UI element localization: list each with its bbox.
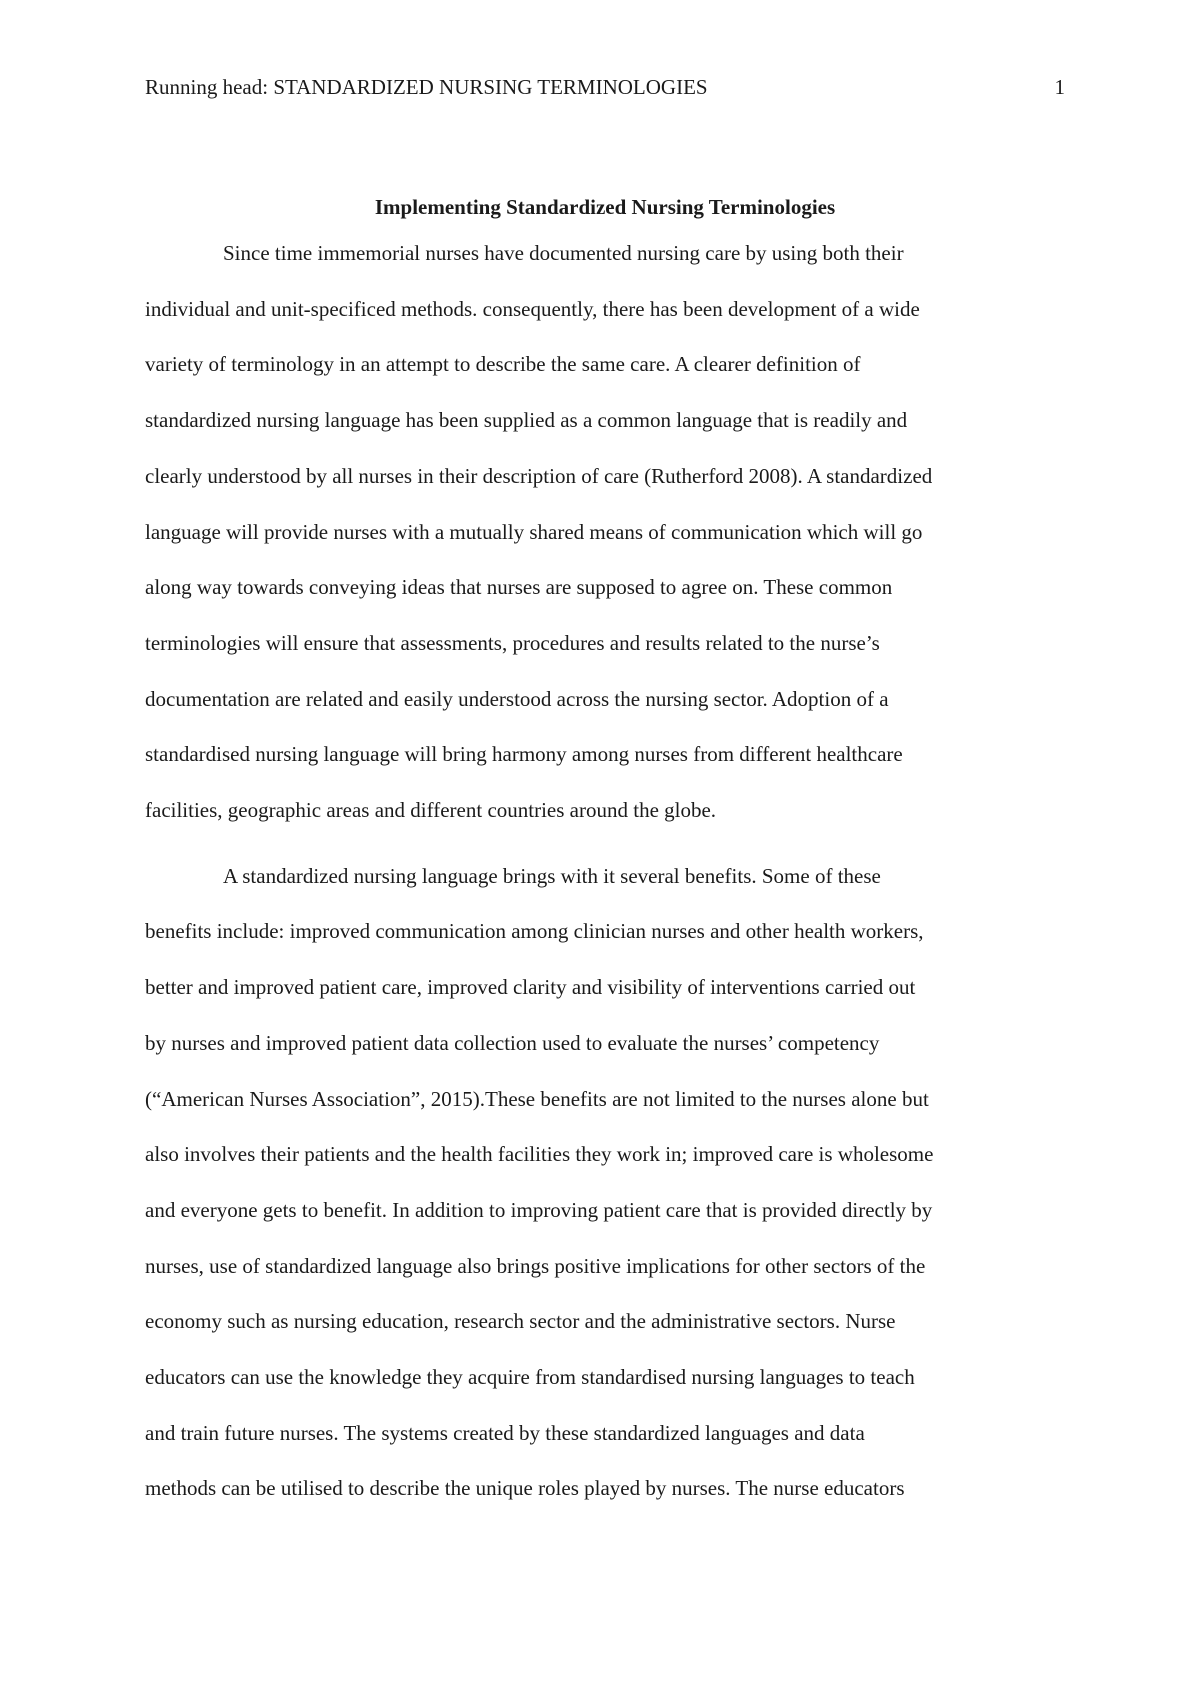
text-line: benefits include: improved communication among clinician nurses and other health workers, (145, 919, 924, 944)
text-line: standardized nursing language has been supplied as a common language that is readily and (145, 408, 908, 433)
text-line: along way towards conveying ideas that nurses are supposed to agree on. These common (145, 575, 893, 600)
text-line: by nurses and improved patient data collection used to evaluate the nurses’ competency (145, 1030, 880, 1055)
text-line: terminologies will ensure that assessments, procedures and results related to the nurse’s (145, 630, 880, 655)
text-line: language will provide nurses with a mutually shared means of communication which will go (145, 519, 923, 544)
text-line: and everyone gets to benefit. In addition to improving patient care that is provided directly by (145, 1197, 933, 1222)
document-body (145, 192, 1065, 1517)
page-header (145, 72, 1065, 102)
text-line: Since time immemorial nurses have documented nursing care by using both their (223, 241, 904, 265)
text-line: better and improved patient care, improved clarity and visibility of interventions carried out (145, 975, 916, 1000)
document-title: Implementing Standardized Nursing Terminologies (374, 195, 836, 219)
text-line: standardised nursing language will bring harmony among nurses from different healthcare (145, 742, 903, 767)
paragraph-1 (145, 226, 1065, 839)
running-head: Running head: STANDARDIZED NURSING TERMINOLOGIES (145, 75, 708, 99)
text-line: facilities, geographic areas and different countries around the globe. (145, 798, 717, 823)
text-line: and train future nurses. The systems created by these standardized languages and data (145, 1420, 865, 1445)
text-line: (“American Nurses Association”, 2015).These benefits are not limited to the nurses alone but (145, 1086, 929, 1111)
text-line: clearly understood by all nurses in their description of care (Rutherford 2008). A standardized (145, 463, 933, 488)
text-line: economy such as nursing education, research sector and the administrative sectors. Nurse (145, 1309, 896, 1334)
page-number: 1 (1054, 75, 1065, 99)
text-line: documentation are related and easily understood across the nursing sector. Adoption of a (145, 686, 889, 711)
text-line: methods can be utilised to describe the unique roles played by nurses. The nurse educators (145, 1476, 905, 1501)
paragraph-2 (145, 849, 1065, 1517)
text-line: individual and unit-specificed methods. consequently, there has been development of a wide (145, 296, 920, 321)
text-line: educators can use the knowledge they acquire from standardised nursing languages to teach (145, 1365, 915, 1390)
text-line: also involves their patients and the health facilities they work in; improved care is wholesome (145, 1142, 934, 1167)
text-line: A standardized nursing language brings with it several benefits. Some of these (223, 863, 881, 888)
text-line: variety of terminology in an attempt to describe the same care. A clearer definition of (145, 352, 861, 377)
text-line: nurses, use of standardized language also brings positive implications for other sectors of the (145, 1253, 926, 1278)
